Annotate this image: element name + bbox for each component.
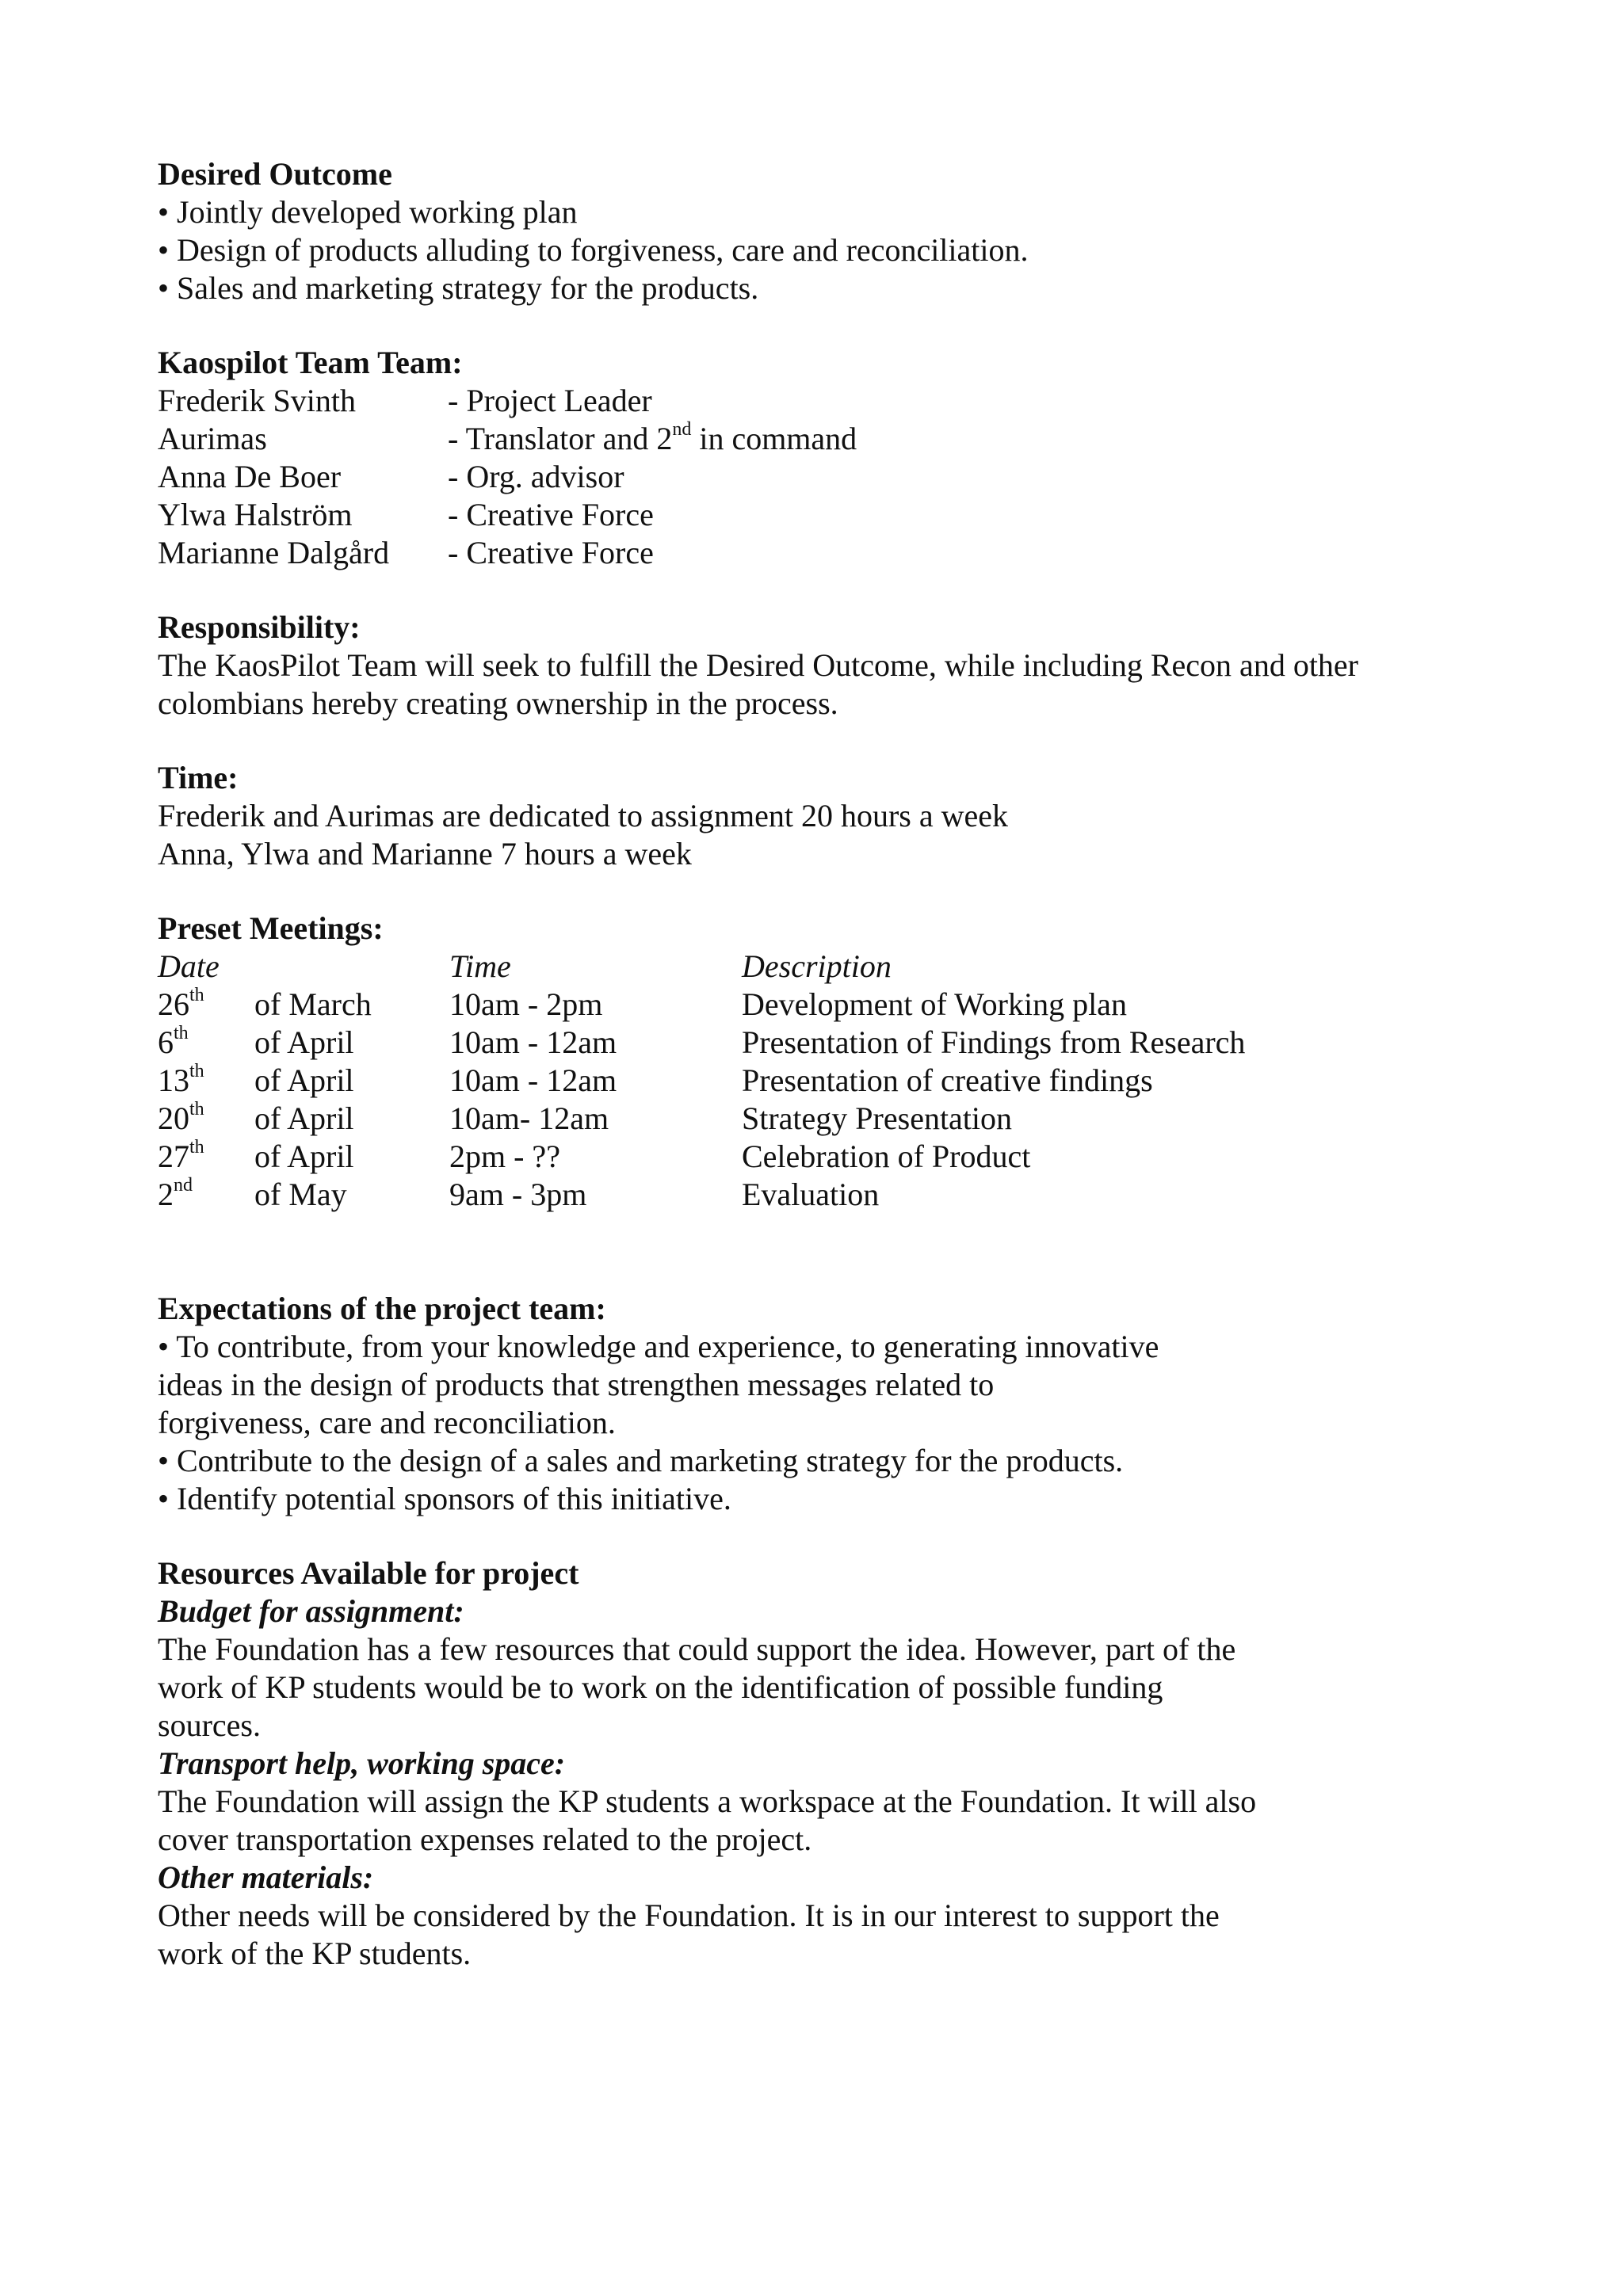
team-member-name: Aurimas [158,421,267,456]
meeting-month: of April [254,1024,354,1060]
meeting-day-number: 20 [158,1100,189,1136]
time-heading: Time: [158,760,239,795]
other-materials-subheading: Other materials: [158,1859,374,1895]
meetings-header-time: Time [449,948,511,984]
budget-text: sources. [158,1707,261,1743]
expectations-text: • Contribute to the design of a sales and marketing strategy for the products. [158,1443,1124,1478]
meeting-row [158,1176,1346,1214]
team-member-name: Marianne Dalgård [158,535,390,570]
meeting-day-number: 13 [158,1062,189,1098]
team-heading: Kaospilot Team Team: [158,345,463,380]
meeting-day [158,986,204,1024]
responsibility-text: The KaosPilot Team will seek to fulfill the Desired Outcome, while including Recon and other [158,647,1358,683]
meeting-month: of April [254,1062,354,1098]
meeting-row [158,1062,1346,1100]
team-member-role-text: - Translator and 2 [448,421,673,456]
team-member-name: Frederik Svinth [158,383,356,418]
responsibility-heading: Responsibility: [158,609,361,645]
team-member-name: Anna De Boer [158,459,342,494]
resources-heading: Resources Available for project [158,1555,579,1591]
meeting-time: 9am - 3pm [449,1177,587,1212]
meetings-header-row [158,948,1346,986]
ordinal-suffix: th [189,984,204,1005]
desired-outcome-bullet: • Design of products alluding to forgiveness, care and reconciliation. [158,232,1029,268]
transport-text: The Foundation will assign the KP students a workspace at the Foundation. It will also [158,1783,1257,1819]
meeting-row [158,1100,1346,1138]
meeting-month: of April [254,1138,354,1174]
meeting-description: Presentation of creative findings [742,1062,1153,1098]
meeting-row [158,1024,1346,1062]
meeting-day [158,1062,204,1100]
ordinal-suffix: th [189,1136,204,1158]
team-member-role: - Creative Force [448,535,654,570]
meeting-row [158,986,1346,1024]
meeting-description: Presentation of Findings from Research [742,1024,1246,1060]
meeting-time: 10am- 12am [449,1100,609,1136]
meetings-header-date: Date [158,948,220,984]
team-member-role-text: in command [691,421,857,456]
ordinal-suffix: th [189,1098,204,1119]
meetings-header-description: Description [742,948,892,984]
desired-outcome-bullet: • Sales and marketing strategy for the products. [158,270,759,306]
meeting-description: Celebration of Product [742,1138,1031,1174]
expectations-text: forgiveness, care and reconciliation. [158,1405,616,1440]
meeting-day [158,1024,189,1062]
budget-text: The Foundation has a few resources that could support the idea. However, part of the [158,1631,1236,1667]
responsibility-text: colombians hereby creating ownership in the process. [158,685,838,721]
meeting-day-number: 2 [158,1177,174,1212]
meeting-time: 2pm - ?? [449,1138,560,1174]
team-member-role: - Org. advisor [448,459,624,494]
meeting-description: Strategy Presentation [742,1100,1013,1136]
meeting-row [158,1138,1346,1176]
ordinal-suffix: th [189,1060,204,1081]
meetings-heading: Preset Meetings: [158,910,384,946]
budget-subheading: Budget for assignment: [158,1593,464,1629]
meeting-day [158,1100,204,1138]
expectations-text: ideas in the design of products that strengthen messages related to [158,1367,995,1402]
team-member-role [448,420,857,458]
meeting-day-number: 27 [158,1138,189,1174]
transport-subheading: Transport help, working space: [158,1745,566,1781]
ordinal-suffix: nd [672,418,692,440]
meeting-day-number: 26 [158,986,189,1022]
transport-text: cover transportation expenses related to the project. [158,1821,812,1857]
desired-outcome-bullet: • Jointly developed working plan [158,194,578,230]
other-materials-text: work of the KP students. [158,1936,472,1971]
ordinal-suffix: th [174,1022,189,1043]
meeting-day-number: 6 [158,1024,174,1060]
meeting-month: of March [254,986,372,1022]
expectations-heading: Expectations of the project team: [158,1291,606,1326]
time-text: Frederik and Aurimas are dedicated to assignment 20 hours a week [158,798,1009,833]
meeting-day [158,1138,204,1176]
meeting-description: Evaluation [742,1177,880,1212]
meeting-time: 10am - 12am [449,1024,617,1060]
team-member-name: Ylwa Halström [158,497,353,532]
expectations-text: • Identify potential sponsors of this initiative. [158,1481,731,1516]
meeting-time: 10am - 12am [449,1062,617,1098]
budget-text: work of KP students would be to work on the identification of possible funding [158,1669,1163,1705]
team-member-role: - Project Leader [448,383,652,418]
meeting-time: 10am - 2pm [449,986,603,1022]
meeting-month: of April [254,1100,354,1136]
time-text: Anna, Ylwa and Marianne 7 hours a week [158,836,692,871]
meeting-description: Development of Working plan [742,986,1127,1022]
meeting-month: of May [254,1177,347,1212]
meeting-day [158,1176,193,1214]
desired-outcome-heading: Desired Outcome [158,156,392,192]
other-materials-text: Other needs will be considered by the Foundation. It is in our interest to support the [158,1897,1220,1933]
ordinal-suffix: nd [174,1174,193,1196]
team-member-role: - Creative Force [448,497,654,532]
expectations-text: • To contribute, from your knowledge and experience, to generating innovative [158,1329,1159,1364]
